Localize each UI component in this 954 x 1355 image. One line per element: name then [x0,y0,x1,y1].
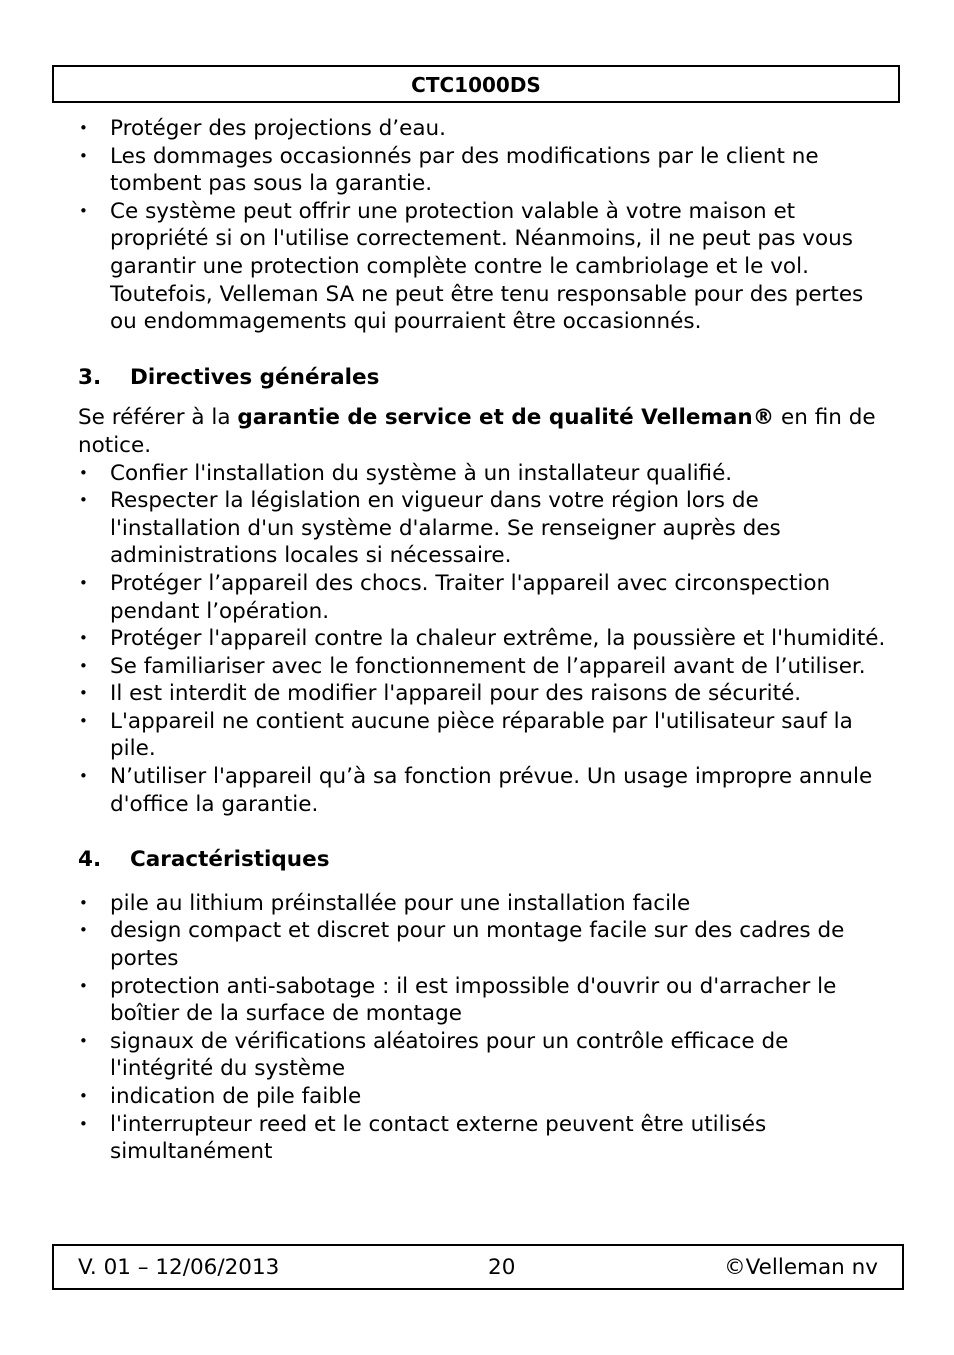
list-item: • L'appareil ne contient aucune pièce réparable par l'utilisateur sauf la pile. [79,708,853,762]
copyright: ©Velleman nv [724,1254,878,1280]
list-item: • Se familiariser avec le fonctionnement de l’appareil avant de l’utiliser. [79,653,866,679]
list-item: • l'interrupteur reed et le contact externe peuvent être utilisés simultanément [79,1111,767,1165]
section-3-list [78,460,888,819]
page-content [78,115,888,1166]
list-item: • Confier l'installation du système à un installateur qualifié. [79,460,733,486]
bullet-icon: • [79,491,88,510]
list-item: • N’utiliser l'appareil qu’à sa fonction prévue. Un usage impropre annule d'office la garantie. [79,764,873,817]
section-title: Caractéristiques [130,847,330,873]
section-3-intro: Se référer à la garantie de service et de qualité Velleman® en fin de notice. [78,405,876,458]
bullet-icon: • [79,711,88,730]
section-number: 3. [78,364,102,390]
list-item: • Protéger l’appareil des chocs. Traiter l'appareil avec circonspection pendant l’opération. [79,570,831,624]
bullet-icon: • [79,463,88,482]
bullet-icon: • [79,684,88,703]
bullet-icon: • [79,119,88,137]
warranty-reference: garantie de service et de qualité Velleman® [237,405,775,431]
bullet-icon: • [79,146,88,165]
list-item: • Respecter la législation en vigueur dans votre région lors de l'installation d'un système d'alarme. Se renseigner auprès des administrations locales si nécessaire. [79,488,781,569]
bullet-icon: • [79,921,88,940]
list-item: • Il est interdit de modifier l'appareil pour des raisons de sécurité. [79,681,802,707]
bullet-icon: • [79,1114,88,1133]
list-item: • design compact et discret pour un montage facile sur des cadres de portes [79,918,845,972]
intro-list [78,115,888,336]
section-3-heading [78,364,888,392]
section-title: Directives générales [130,364,380,390]
list-item: • Ce système peut offrir une protection valable à votre maison et propriété si on l'utilise correctement. Néanmoins, il ne peut pas vous garantir une protection complète contre le cambriolage et le vol. Toutefois, Velleman SA ne peut être tenu responsable pour des pertes ou endommagements qui pourraient être occasionnés. [79,198,864,335]
page-header [52,65,900,103]
section-4-heading [78,846,888,874]
list-item: • protection anti-sabotage : il est impossible d'ouvrir ou d'arracher le boîtier de la surface de montage [79,973,837,1027]
bullet-icon: • [79,976,88,995]
bullet-icon: • [79,767,88,786]
bullet-icon: • [79,573,88,592]
bullet-icon: • [79,201,88,220]
bullet-icon: • [79,1087,88,1105]
list-item: • pile au lithium préinstallée pour une installation facile [79,890,691,916]
bullet-icon: • [79,656,88,675]
version-date: V. 01 – 12/06/2013 [78,1254,280,1280]
list-item: • signaux de vérifications aléatoires pour un contrôle efficace de l'intégrité du système [79,1028,789,1082]
bullet-icon: • [79,1031,88,1050]
list-item: • Protéger l'appareil contre la chaleur extrême, la poussière et l'humidité. [79,626,886,652]
list-item: • indication de pile faible [79,1084,362,1109]
page-number: 20 [488,1254,516,1280]
section-number: 4. [78,847,102,873]
bullet-icon: • [79,629,88,648]
bullet-icon: • [79,893,88,912]
page-footer [52,1244,904,1290]
list-item: • Protéger des projections d’eau. [79,116,446,141]
model-title: CTC1000DS [411,73,541,97]
section-4-list [78,890,888,1166]
list-item: • Les dommages occasionnés par des modifications par le client ne tombent pas sous la garantie. [79,143,819,197]
